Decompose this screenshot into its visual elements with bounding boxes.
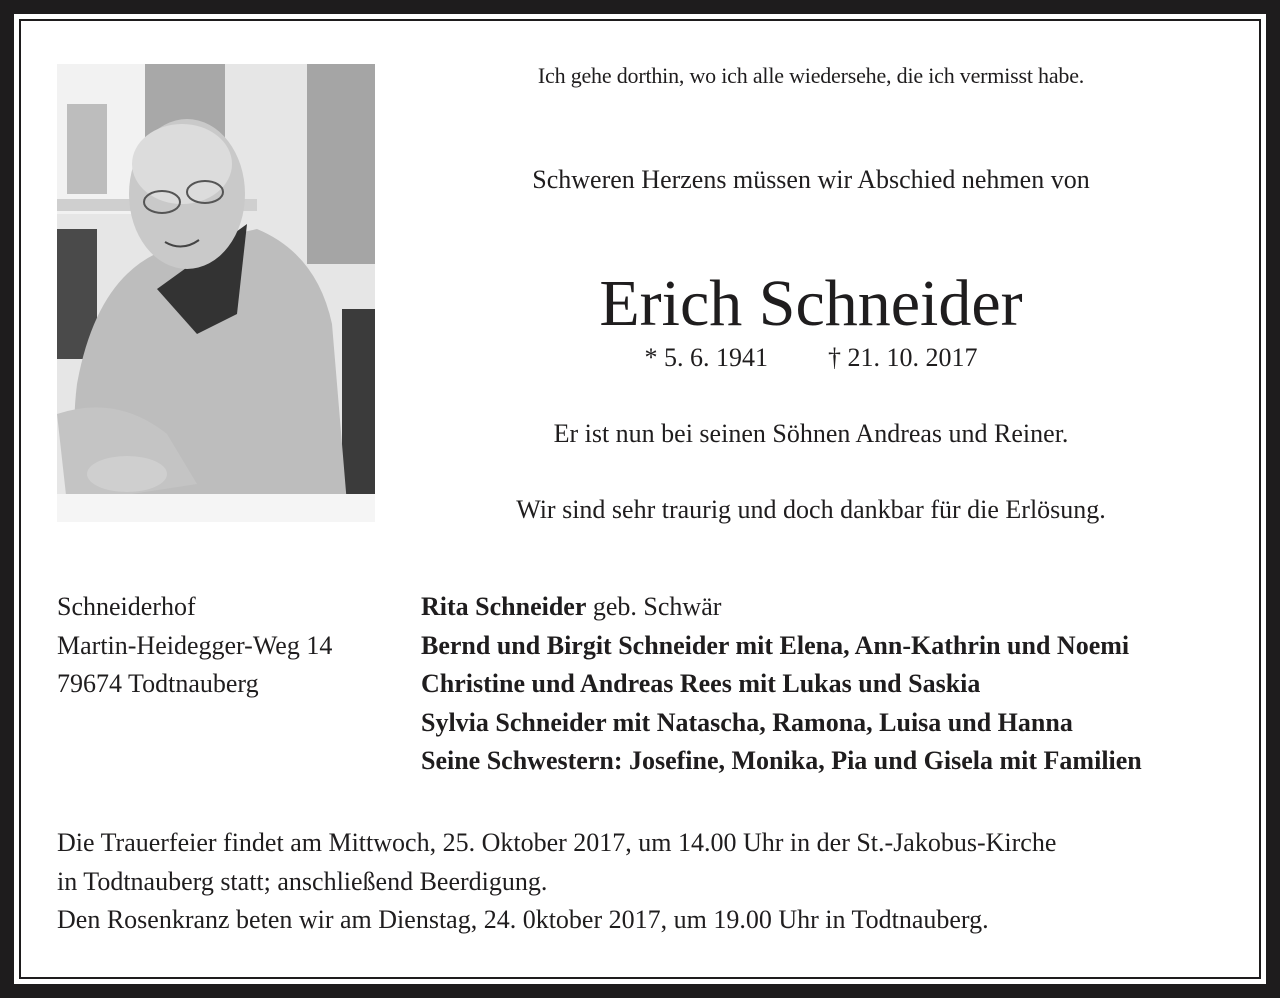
portrait-image	[57, 64, 375, 522]
life-dates	[381, 343, 1241, 373]
family-member: Seine Schwestern: Josefine, Monika, Pia und Gisela mit Familien	[421, 746, 1142, 775]
deceased-name: Erich Schneider	[599, 267, 1023, 340]
service-line: Die Trauerfeier findet am Mittwoch, 25. Oktober 2017, um 14.00 Uhr in der St.-Jakobus-Kirche	[57, 828, 1057, 857]
family-member: Christine und Andreas Rees mit Lukas und Saskia	[421, 669, 981, 698]
sons-line: Er ist nun bei seinen Söhnen Andreas und Reiner.	[553, 419, 1069, 448]
service-line: in Todtnauberg statt; anschließend Beerdigung.	[57, 866, 548, 896]
outer-border	[14, 14, 1266, 984]
intro-line: Schweren Herzens müssen wir Abschied nehmen von	[532, 165, 1090, 194]
inner-border	[19, 19, 1261, 979]
widow-maiden-name: geb. Schwär	[586, 592, 722, 621]
birth-date: * 5. 6. 1941	[644, 343, 768, 372]
portrait-photo	[57, 64, 375, 522]
motto-quote: Ich gehe dorthin, wo ich alle wiedersehe, die ich vermisst habe.	[537, 63, 1085, 88]
family-member: Sylvia Schneider mit Natascha, Ramona, Luisa und Hanna	[421, 707, 1073, 737]
service-details	[57, 824, 1056, 940]
death-date: † 21. 10. 2017	[828, 343, 978, 372]
address-line: Schneiderhof	[57, 592, 196, 621]
mourners-address	[57, 588, 332, 704]
widow-name: Rita Schneider	[421, 592, 587, 621]
family-list	[421, 588, 1142, 781]
gratitude-line: Wir sind sehr traurig und doch dankbar für die Erlösung.	[516, 495, 1106, 524]
service-line: Den Rosenkranz beten wir am Dienstag, 24. 0ktober 2017, um 19.00 Uhr in Todtnauberg.	[57, 905, 989, 934]
address-line: Martin-Heidegger-Weg 14	[57, 630, 333, 660]
address-line: 79674 Todtnauberg	[57, 669, 259, 698]
family-member: Bernd und Birgit Schneider mit Elena, Ann-Kathrin und Noemi	[421, 630, 1130, 660]
family-member-widow	[421, 588, 1142, 627]
